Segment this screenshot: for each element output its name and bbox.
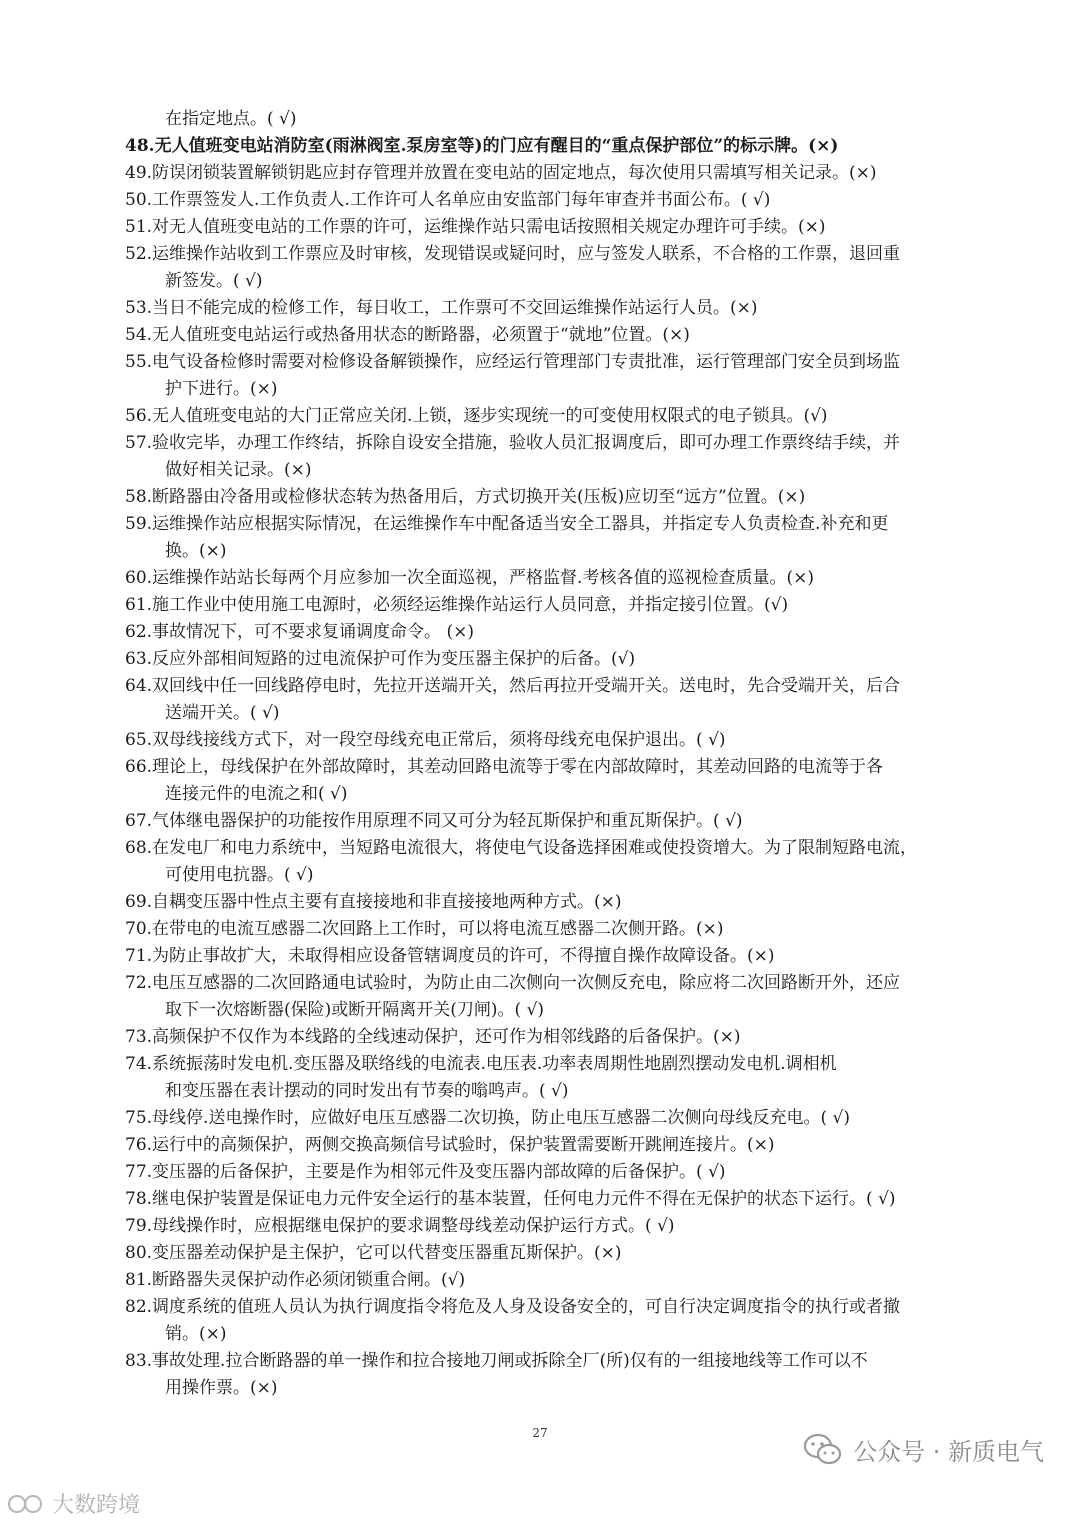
- question-text: 无人值班变电站消防室(雨淋阀室.泵房室等)的门应有醒目的“重点保护部位”的标示牌。(×): [154, 136, 839, 156]
- question-item: [125, 808, 1010, 835]
- question-text: 无人值班变电站运行或热备用状态的断路器，必须置于“就地”位置。(×): [152, 325, 690, 345]
- question-number: 55.: [125, 352, 153, 372]
- question-text: 销。(×): [165, 1324, 227, 1344]
- question-item: [125, 835, 1010, 862]
- wechat-watermark: [803, 1432, 1044, 1467]
- question-list: [125, 106, 1010, 1402]
- question-item: [125, 1267, 1010, 1294]
- question-text: 在指定地点。( √): [165, 109, 297, 129]
- question-text: 母线操作时，应根据继电保护的要求调整母线差动保护运行方式。( √): [152, 1216, 675, 1236]
- question-text: 连接元件的电流之和( √): [165, 784, 348, 804]
- question-continuation: [125, 457, 1010, 484]
- question-item: [125, 619, 1010, 646]
- question-text: 运维操作站收到工作票应及时审核，发现错误或疑问时，应与签发人联系，不合格的工作票，退回重: [152, 244, 901, 264]
- question-item: [125, 511, 1010, 538]
- question-text: 继电保护装置是保证电力元件安全运行的基本装置，任何电力元件不得在无保护的状态下运行。( √): [152, 1189, 896, 1209]
- question-text: 运维操作站应根据实际情况，在运维操作车中配备适当安全工器具，并指定专人负责检查.补充和更: [152, 514, 889, 534]
- question-text: 为防止事故扩大，未取得相应设备管辖调度员的许可，不得擅自操作故障设备。(×): [152, 946, 775, 966]
- brand-logo-icon: [6, 1493, 46, 1515]
- question-continuation: [125, 781, 1010, 808]
- question-continuation: [125, 106, 1010, 133]
- question-text: 变压器差动保护是主保护，它可以代替变压器重瓦斯保护。(×): [152, 1243, 622, 1263]
- question-continuation: [125, 376, 1010, 403]
- question-number: 75.: [125, 1108, 153, 1128]
- question-text: 反应外部相间短路的过电流保护可作为变压器主保护的后备。(√): [152, 649, 636, 669]
- question-item: [125, 916, 1010, 943]
- question-item: [125, 727, 1010, 754]
- question-number: 49.: [125, 163, 153, 183]
- question-number: 79.: [125, 1216, 153, 1236]
- question-continuation: [125, 862, 1010, 889]
- question-text: 送端开关。( √): [165, 703, 280, 723]
- question-item: [125, 1294, 1010, 1321]
- question-item: [125, 241, 1010, 268]
- question-text: 施工作业中使用施工电源时，必须经运维操作站运行人员同意，并指定接引位置。(√): [152, 595, 789, 615]
- question-number: 50.: [125, 190, 153, 210]
- question-item: [125, 565, 1010, 592]
- question-number: 59.: [125, 514, 153, 534]
- question-number: 68.: [125, 838, 153, 858]
- question-text: 断路器失灵保护动作必须闭锁重合闸。(√): [152, 1270, 466, 1290]
- question-item: [125, 322, 1010, 349]
- question-text: 在带电的电流互感器二次回路上工作时，可以将电流互感器二次侧开路。(×): [152, 919, 724, 939]
- question-text: 系统振荡时发电机.变压器及联络线的电流表.电压表.功率表周期性地剧烈摆动发电机.调相机: [152, 1054, 837, 1074]
- question-item: [125, 1348, 1010, 1375]
- question-text: 母线停.送电操作时，应做好电压互感器二次切换，防止电压互感器二次侧向母线反充电。( √): [152, 1108, 850, 1128]
- question-text: 在发电厂和电力系统中，当短路电流很大，将使电气设备选择困难或使投资增大。为了限制短路电流，: [152, 838, 918, 858]
- question-text: 做好相关记录。(×): [165, 460, 312, 480]
- question-item: [125, 1240, 1010, 1267]
- question-continuation: [125, 997, 1010, 1024]
- question-item: [125, 592, 1010, 619]
- question-number: 58.: [125, 487, 153, 507]
- question-continuation: [125, 1078, 1010, 1105]
- question-item: [125, 1105, 1010, 1132]
- question-item: [125, 646, 1010, 673]
- question-text: 验收完毕，办理工作终结，拆除自设安全措施，验收人员汇报调度后，即可办理工作票终结手续，并: [152, 433, 901, 453]
- question-number: 60.: [125, 568, 153, 588]
- question-text: 防误闭锁装置解锁钥匙应封存管理并放置在变电站的固定地点，每次使用只需填写相关记录。(×): [152, 163, 877, 183]
- question-item: [125, 970, 1010, 997]
- question-text: 换。(×): [165, 541, 227, 561]
- brand-watermark-text: 大数跨境: [52, 1493, 141, 1518]
- question-number: 65.: [125, 730, 153, 750]
- question-number: 83.: [125, 1351, 153, 1371]
- question-text: 和变压器在表计摆动的同时发出有节奏的嗡鸣声。( √): [165, 1081, 569, 1101]
- question-number: 82.: [125, 1297, 153, 1317]
- question-number: 77.: [125, 1162, 153, 1182]
- question-number: 78.: [125, 1189, 153, 1209]
- question-text: 工作票签发人.工作负责人.工作许可人名单应由安监部门每年审查并书面公布。( √): [152, 190, 771, 210]
- question-text: 护下进行。(×): [165, 379, 278, 399]
- question-item: [125, 187, 1010, 214]
- question-text: 自耦变压器中性点主要有直接接地和非直接接地两种方式。(×): [152, 892, 622, 912]
- question-item: [125, 889, 1010, 916]
- question-item: [125, 403, 1010, 430]
- question-continuation: [125, 538, 1010, 565]
- question-number: 52.: [125, 244, 153, 264]
- question-number: 63.: [125, 649, 153, 669]
- question-text: 电压互感器的二次回路通电试验时，为防止由二次侧向一次侧反充电，除应将二次回路断开外，还应: [152, 973, 901, 993]
- question-number: 56.: [125, 406, 153, 426]
- question-text: 高频保护不仅作为本线路的全线速动保护，还可作为相邻线路的后备保护。(×): [152, 1027, 741, 1047]
- question-text: 无人值班变电站的大门正常应关闭.上锁，逐步实现统一的可变使用权限式的电子锁具。(√): [152, 406, 828, 426]
- question-text: 可使用电抗器。( √): [165, 865, 314, 885]
- question-number: 69.: [125, 892, 153, 912]
- question-item: [125, 160, 1010, 187]
- question-number: 51.: [125, 217, 153, 237]
- question-number: 76.: [125, 1135, 153, 1155]
- question-text: 事故处理.拉合断路器的单一操作和拉合接地刀闸或拆除全厂(所)仅有的一组接地线等工作可以不: [152, 1351, 868, 1371]
- question-continuation: [125, 1321, 1010, 1348]
- question-text: 调度系统的值班人员认为执行调度指令将危及人身及设备安全的，可自行决定调度指令的执行或者撤: [152, 1297, 901, 1317]
- question-item: [125, 754, 1010, 781]
- question-item: [125, 214, 1010, 241]
- question-item: [125, 943, 1010, 970]
- question-continuation: [125, 700, 1010, 727]
- question-item: [125, 295, 1010, 322]
- question-continuation: [125, 268, 1010, 295]
- question-text: 取下一次熔断器(保险)或断开隔离开关(刀闸)。( √): [165, 1000, 545, 1020]
- question-text: 事故情况下，可不要求复诵调度命令。 (×): [152, 622, 474, 642]
- question-number: 71.: [125, 946, 153, 966]
- brand-watermark: [6, 1488, 140, 1519]
- question-number: 67.: [125, 811, 153, 831]
- question-number: 61.: [125, 595, 153, 615]
- question-number: 54.: [125, 325, 153, 345]
- question-item: [125, 673, 1010, 700]
- question-item: [125, 1024, 1010, 1051]
- question-text: 气体继电器保护的功能按作用原理不同又可分为轻瓦斯保护和重瓦斯保护。( √): [152, 811, 743, 831]
- question-item: [125, 484, 1010, 511]
- question-item: [125, 1186, 1010, 1213]
- question-item: [125, 1159, 1010, 1186]
- question-number: 53.: [125, 298, 153, 318]
- question-number: 80.: [125, 1243, 153, 1263]
- question-number: 73.: [125, 1027, 153, 1047]
- question-continuation: [125, 1375, 1010, 1402]
- question-text: 理论上，母线保护在外部故障时，其差动回路电流等于零在内部故障时，其差动回路的电流等于各: [152, 757, 884, 777]
- question-text: 双回线中任一回线路停电时，先拉开送端开关，然后再拉开受端开关。送电时，先合受端开关，后合: [152, 676, 901, 696]
- question-text: 电气设备检修时需要对检修设备解锁操作，应经运行管理部门专责批准，运行管理部门安全员到场监: [152, 352, 901, 372]
- question-text: 双母线接线方式下，对一段空母线充电正常后，须将母线充电保护退出。( √): [152, 730, 726, 750]
- question-number: 72.: [125, 973, 153, 993]
- question-text: 用操作票。(×): [165, 1378, 278, 1398]
- question-number: 74.: [125, 1054, 153, 1074]
- question-item: [125, 349, 1010, 376]
- question-number: 66.: [125, 757, 153, 777]
- question-text: 新签发。( √): [165, 271, 263, 291]
- watermark-text: 公众号 · 新质电气: [853, 1438, 1044, 1466]
- question-text: 断路器由冷备用或检修状态转为热备用后，方式切换开关(压板)应切至“远方”位置。(×): [152, 487, 806, 507]
- question-text: 对无人值班变电站的工作票的许可，运维操作站只需电话按照相关规定办理许可手续。(×): [152, 217, 826, 237]
- wechat-logo-icon: [803, 1433, 843, 1467]
- question-number: 48.: [125, 136, 155, 156]
- question-text: 运行中的高频保护，两侧交换高频信号试验时，保护装置需要断开跳闸连接片。(×): [152, 1135, 775, 1155]
- question-item: [125, 133, 1010, 160]
- question-text: 变压器的后备保护，主要是作为相邻元件及变压器内部故障的后备保护。( √): [152, 1162, 726, 1182]
- question-item: [125, 1132, 1010, 1159]
- question-number: 57.: [125, 433, 153, 453]
- question-text: 当日不能完成的检修工作，每日收工，工作票可不交回运维操作站运行人员。(×): [152, 298, 758, 318]
- question-number: 62.: [125, 622, 153, 642]
- question-item: [125, 1213, 1010, 1240]
- question-number: 70.: [125, 919, 153, 939]
- question-item: [125, 430, 1010, 457]
- question-item: [125, 1051, 1010, 1078]
- question-number: 64.: [125, 676, 153, 696]
- question-text: 运维操作站站长每两个月应参加一次全面巡视，严格监督.考核各值的巡视检查质量。(×): [152, 568, 814, 588]
- page-number: 27: [532, 1426, 548, 1440]
- question-number: 81.: [125, 1270, 153, 1290]
